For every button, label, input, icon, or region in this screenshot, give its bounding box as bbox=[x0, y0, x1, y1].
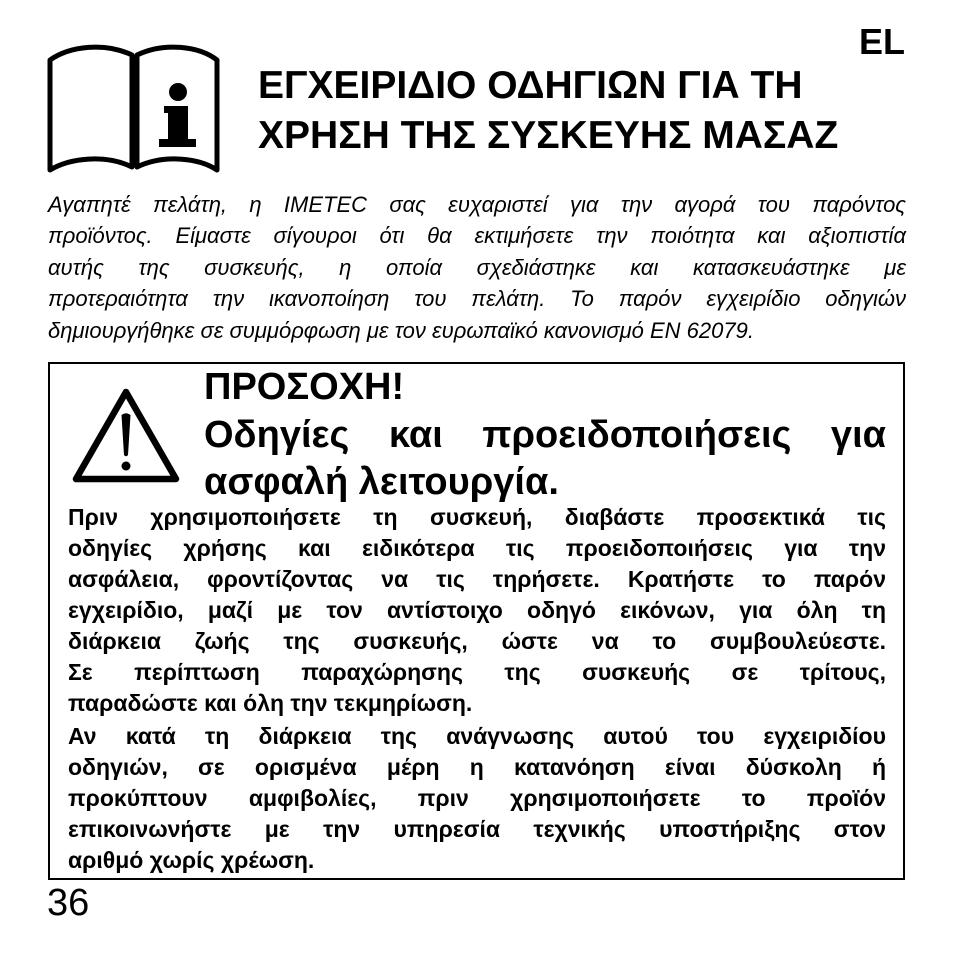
warning-heading-subtitle-line: Οδηγίες και προειδοποιήσεις για bbox=[204, 413, 886, 456]
manual-title-line: ΧΡΗΣΗ ΤΗΣ ΣΥΣΚΕΥΗΣ ΜΑΣΑΖ bbox=[258, 114, 839, 157]
intro-line: δημιουργήθηκε σε συμμόρφωση με τον ευρωπαϊκό κανονισμό EN 62079. bbox=[48, 317, 754, 343]
warning-text-line: επικοινωνήστε με την υπηρεσία τεχνικής υποστήριξης στον bbox=[68, 815, 886, 842]
warning-text bbox=[68, 502, 886, 876]
warning-paragraph bbox=[68, 721, 886, 876]
page-number: 36 bbox=[47, 882, 90, 924]
warning-text-line: ασφάλεια, φροντίζοντας να τις τηρήσετε. Κρατήστε το παρόν bbox=[68, 565, 886, 592]
warning-heading-subtitle-line: ασφαλή λειτουργία. bbox=[204, 461, 559, 503]
open-book-info-icon bbox=[44, 42, 224, 177]
warning-paragraph bbox=[68, 502, 886, 719]
intro-line: αυτής της συσκευής, η οποία σχεδιάστηκε και κατασκευάστηκε με bbox=[48, 254, 906, 280]
warning-text-line: παραδώστε και όλη την τεκμηρίωση. bbox=[68, 689, 473, 716]
warning-text-line: προκύπτουν αμφιβολίες, πριν χρησιμοποιήσετε το προϊόν bbox=[68, 784, 886, 811]
warning-text-line: Σε περίπτωση παραχώρησης της συσκευής σε τρίτους, bbox=[68, 658, 886, 685]
language-code: EL bbox=[858, 21, 905, 62]
warning-text-line: Πριν χρησιμοποιήσετε τη συσκευή, διαβάστε προσεκτικά τις bbox=[68, 503, 886, 530]
warning-text-line: αριθμό χωρίς χρέωση. bbox=[68, 846, 315, 873]
warning-text-line: διάρκεια ζωής της συσκευής, ώστε να το συμβουλεύεστε. bbox=[68, 627, 886, 654]
intro-line: προϊόντος. Είμαστε σίγουροι ότι θα εκτιμήσετε την ποιότητα και αξιοπιστία bbox=[48, 223, 906, 249]
warning-heading-label: ΠΡΟΣΟΧΗ! bbox=[204, 366, 405, 408]
manual-title bbox=[258, 61, 838, 161]
warning-text-line: οδηγιών, σε ορισμένα μέρη η κατανόηση είναι δύσκολη ή bbox=[68, 753, 886, 780]
intro-line: Αγαπητέ πελάτη, η IMETEC σας ευχαριστεί για την αγορά του παρόντος bbox=[48, 192, 906, 217]
warning-text-line: εγχειρίδιο, μαζί με τον αντίστοιχο οδηγό εικόνων, για όλη τη bbox=[68, 596, 886, 623]
warning-box bbox=[48, 362, 905, 880]
intro-line: προτεραιότητα την ικανοποίηση του πελάτη. Το παρόν εγχειρίδιο οδηγιών bbox=[48, 286, 906, 312]
manual-title-line: ΕΓΧΕΙΡΙΔΙΟ ΟΔΗΓΙΩΝ ΓΙΑ ΤΗ bbox=[258, 64, 803, 107]
warning-heading bbox=[204, 364, 886, 507]
warning-text-line: Αν κατά τη διάρκεια της ανάγνωσης αυτού του εγχειριδίου bbox=[68, 722, 886, 749]
intro-paragraph bbox=[48, 189, 906, 346]
warning-triangle-icon bbox=[70, 384, 182, 488]
warning-text-line: οδηγίες χρήσης και ειδικότερα τις προειδοποιήσεις για την bbox=[68, 534, 886, 561]
